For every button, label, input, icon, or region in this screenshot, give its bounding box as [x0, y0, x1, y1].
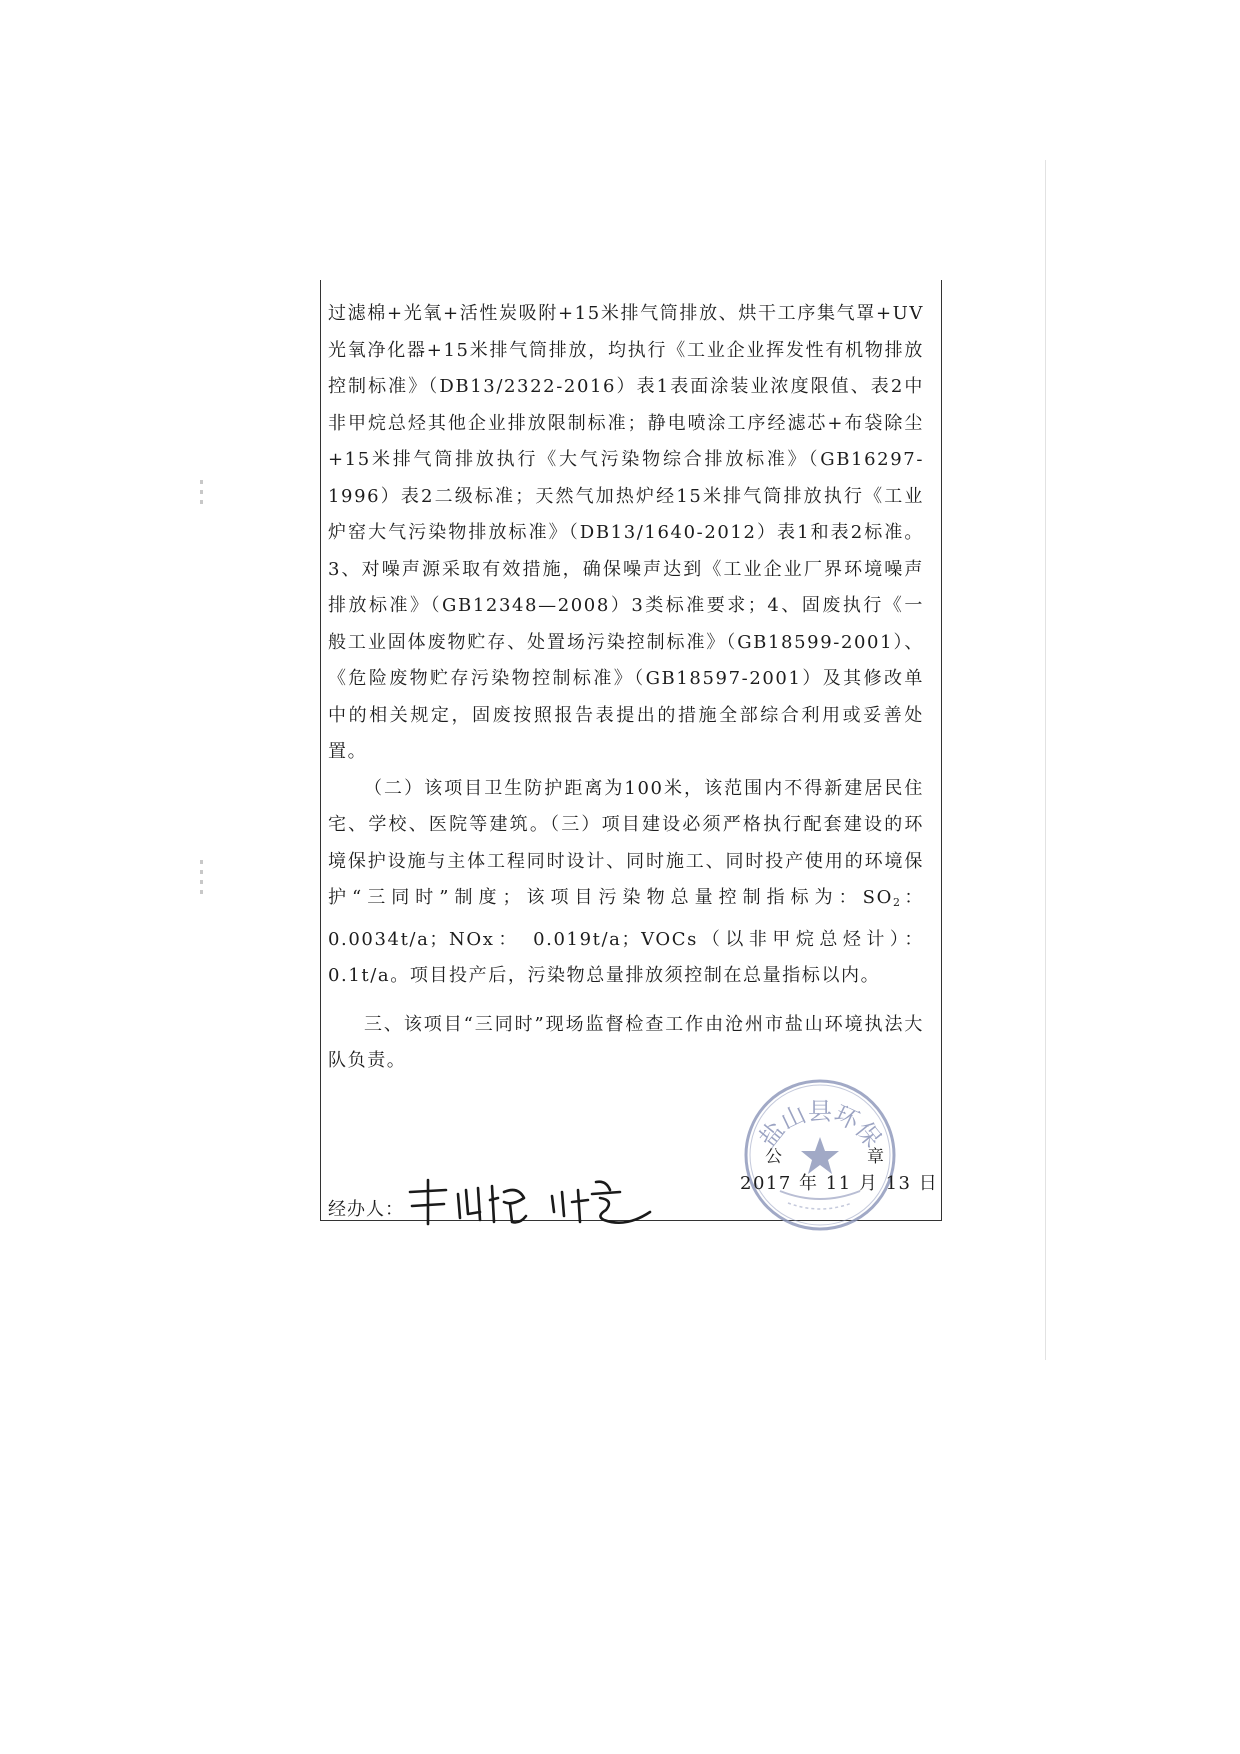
seal-text: 盐山县环保: [753, 1097, 887, 1153]
document-body: [328, 296, 924, 1080]
handler-section: [328, 1172, 656, 1222]
binding-holes-upper: [200, 480, 204, 504]
paragraph-pollution-standards: 过滤棉+光氧+活性炭吸附+15米排气筒排放、烘干工序集气罩+UV光氧净化器+15米排气筒排放，均执行《工业企业挥发性有机物排放控制标准》（DB13/2322-2016）表1表面涂装业浓度限值、表2中非甲烷总烃其他企业排放限制标准；静电喷涂工序经滤芯+布袋除尘+15米排气筒排放执行《大气污染物综合排放标准》（GB16297-1996）表2二级标准；天然气加热炉经15米排气筒排放执行《工业炉窑大气污染物排放标准》（DB13/1640-2012）表1和表2标准。3、对噪声源采取有效措施，确保噪声达到《工业企业厂界环境噪声排放标准》（GB12348—2008）3类标准要求；4、固废执行《一般工业固体废物贮存、处置场污染控制标准》（GB18599-2001）、《危险废物贮存污染物控制标准》（GB18597-2001）及其修改单中的相关规定，固废按照报告表提出的措施全部综合利用或妥善处置。: [328, 303, 924, 762]
issue-date: 2017 年 11 月 13 日: [740, 1173, 939, 1194]
seal-char-left: 公: [765, 1147, 783, 1167]
so2-subscript: 2: [892, 896, 900, 909]
handler-label: 经办人：: [328, 1199, 404, 1220]
paragraph-2-text-b: ：0.0034t/a；NOx： 0.019t/a；VOCs（以非甲烷总烃计）：0.1t/a。项目投产后，污染物总量排放须控制在总量指标以内。: [328, 887, 924, 986]
paragraph-supervision: 三、该项目“三同时”现场监督检查工作由沧州市盐山环境执法大队负责。: [328, 1013, 924, 1071]
paragraph-2-text-a: （二）该项目卫生防护距离为100米，该范围内不得新建居民住宅、学校、医院等建筑。（三）项目建设必须严格执行配套建设的环境保护设施与主体工程同时设计、同时施工、同时投产使用的环境保护“三同时”制度；该项目污染物总量控制指标为：SO: [328, 777, 924, 908]
binding-holes-lower: [200, 860, 204, 894]
seal-official-label: [765, 1142, 885, 1167]
page-edge-line: [1045, 160, 1046, 1360]
handwritten-signature: [406, 1172, 656, 1230]
paragraph-protection-distance: [328, 771, 924, 995]
seal-char-right: 章: [867, 1147, 885, 1167]
